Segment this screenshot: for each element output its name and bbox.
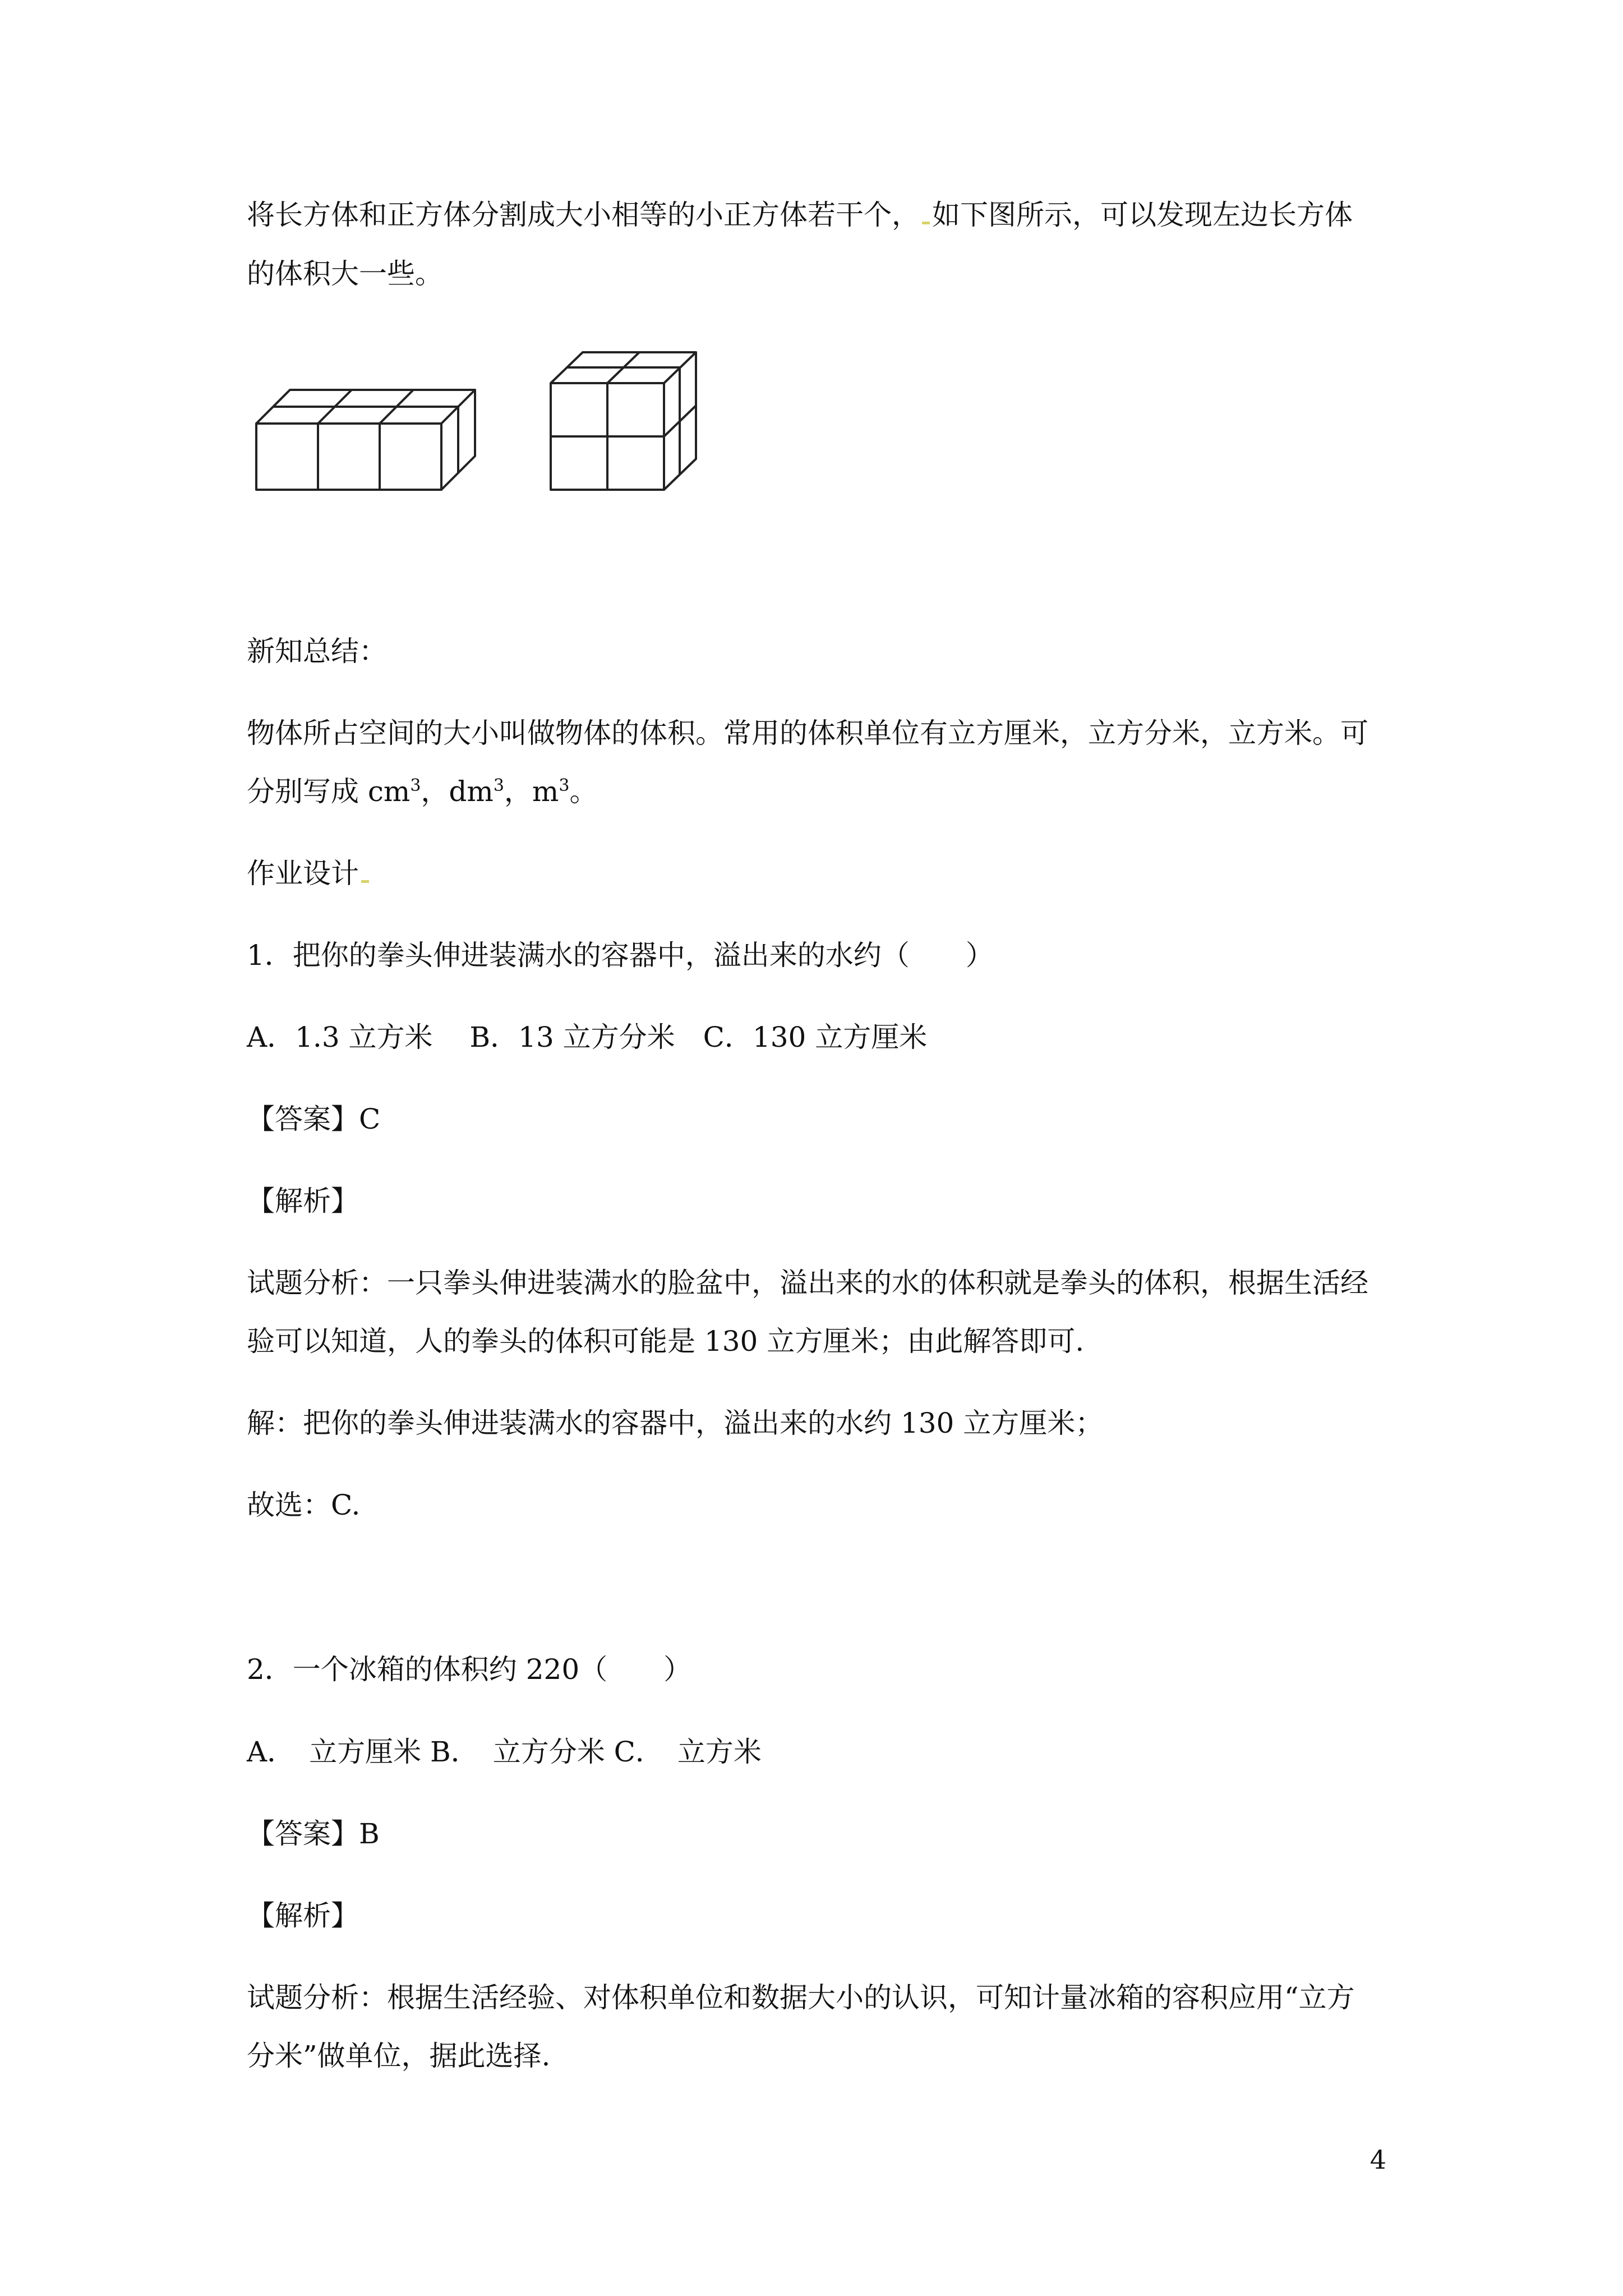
q2-stem: 2．一个冰箱的体积约 220（ ） [247, 1653, 692, 1686]
summary-unit-m: ，m [504, 775, 559, 808]
q2-options: A． 立方厘米 B． 立方分米 C． 立方米 [247, 1736, 762, 1768]
q2-analysis-line-2: 分米”做单位，据此选择. [247, 2040, 551, 2072]
q2-analysis-line-1: 试题分析：根据生活经验、对体积单位和数据大小的认识，可知计量冰箱的容积应用“立方 [247, 1981, 1355, 2014]
intro-line-1 [247, 196, 1353, 233]
cuboid-drawing [256, 390, 475, 490]
summary-heading: 新知总结： [247, 635, 387, 668]
q1-answer: 【答案】C [247, 1103, 381, 1135]
q1-analysis-heading: 【解析】 [247, 1185, 359, 1217]
summary-period: 。 [569, 775, 598, 808]
cuboid-and-cube-figure [241, 337, 757, 499]
highlight-mark [361, 880, 369, 883]
intro-line-1-part-b: 如下图所示，可以发现左边长方体 [932, 199, 1353, 231]
highlight-mark [922, 222, 930, 224]
superscript-3: 3 [493, 776, 504, 795]
superscript-3: 3 [410, 776, 421, 795]
cube-drawing [551, 352, 696, 490]
superscript-3: 3 [559, 776, 570, 795]
q2-analysis-heading: 【解析】 [247, 1899, 359, 1932]
summary-unit-cm: 分别写成 cm [247, 775, 411, 808]
summary-line-2 [247, 773, 597, 810]
intro-line-2: 的体积大一些。 [247, 257, 443, 290]
q1-analysis-line-1: 试题分析：一只拳头伸进装满水的脸盆中，溢出来的水的体积就是拳头的体积，根据生活经 [247, 1267, 1368, 1299]
q1-analysis-line-2: 验可以知道，人的拳头的体积可能是 130 立方厘米；由此解答即可. [247, 1325, 1085, 1358]
q1-options: A．1.3 立方米 B．13 立方分米 C．130 立方厘米 [247, 1021, 928, 1053]
q1-stem: 1．把你的拳头伸进装满水的容器中，溢出来的水约（ ） [247, 939, 994, 972]
summary-unit-dm: ，dm [421, 775, 494, 808]
homework-heading [247, 855, 371, 892]
intro-line-1-part-a: 将长方体和正方体分割成大小相等的小正方体若干个， [247, 199, 920, 231]
q2-answer: 【答案】B [247, 1818, 380, 1850]
page-number: 4 [1370, 2145, 1386, 2175]
summary-line-1: 物体所占空间的大小叫做物体的体积。常用的体积单位有立方厘米，立方分米，立方米。可 [247, 717, 1368, 749]
homework-heading-text: 作业设计 [247, 857, 359, 890]
q1-solution: 解：把你的拳头伸进装满水的容器中，溢出来的水约 130 立方厘米； [247, 1407, 1104, 1439]
q1-choice: 故选：C. [247, 1489, 361, 1521]
